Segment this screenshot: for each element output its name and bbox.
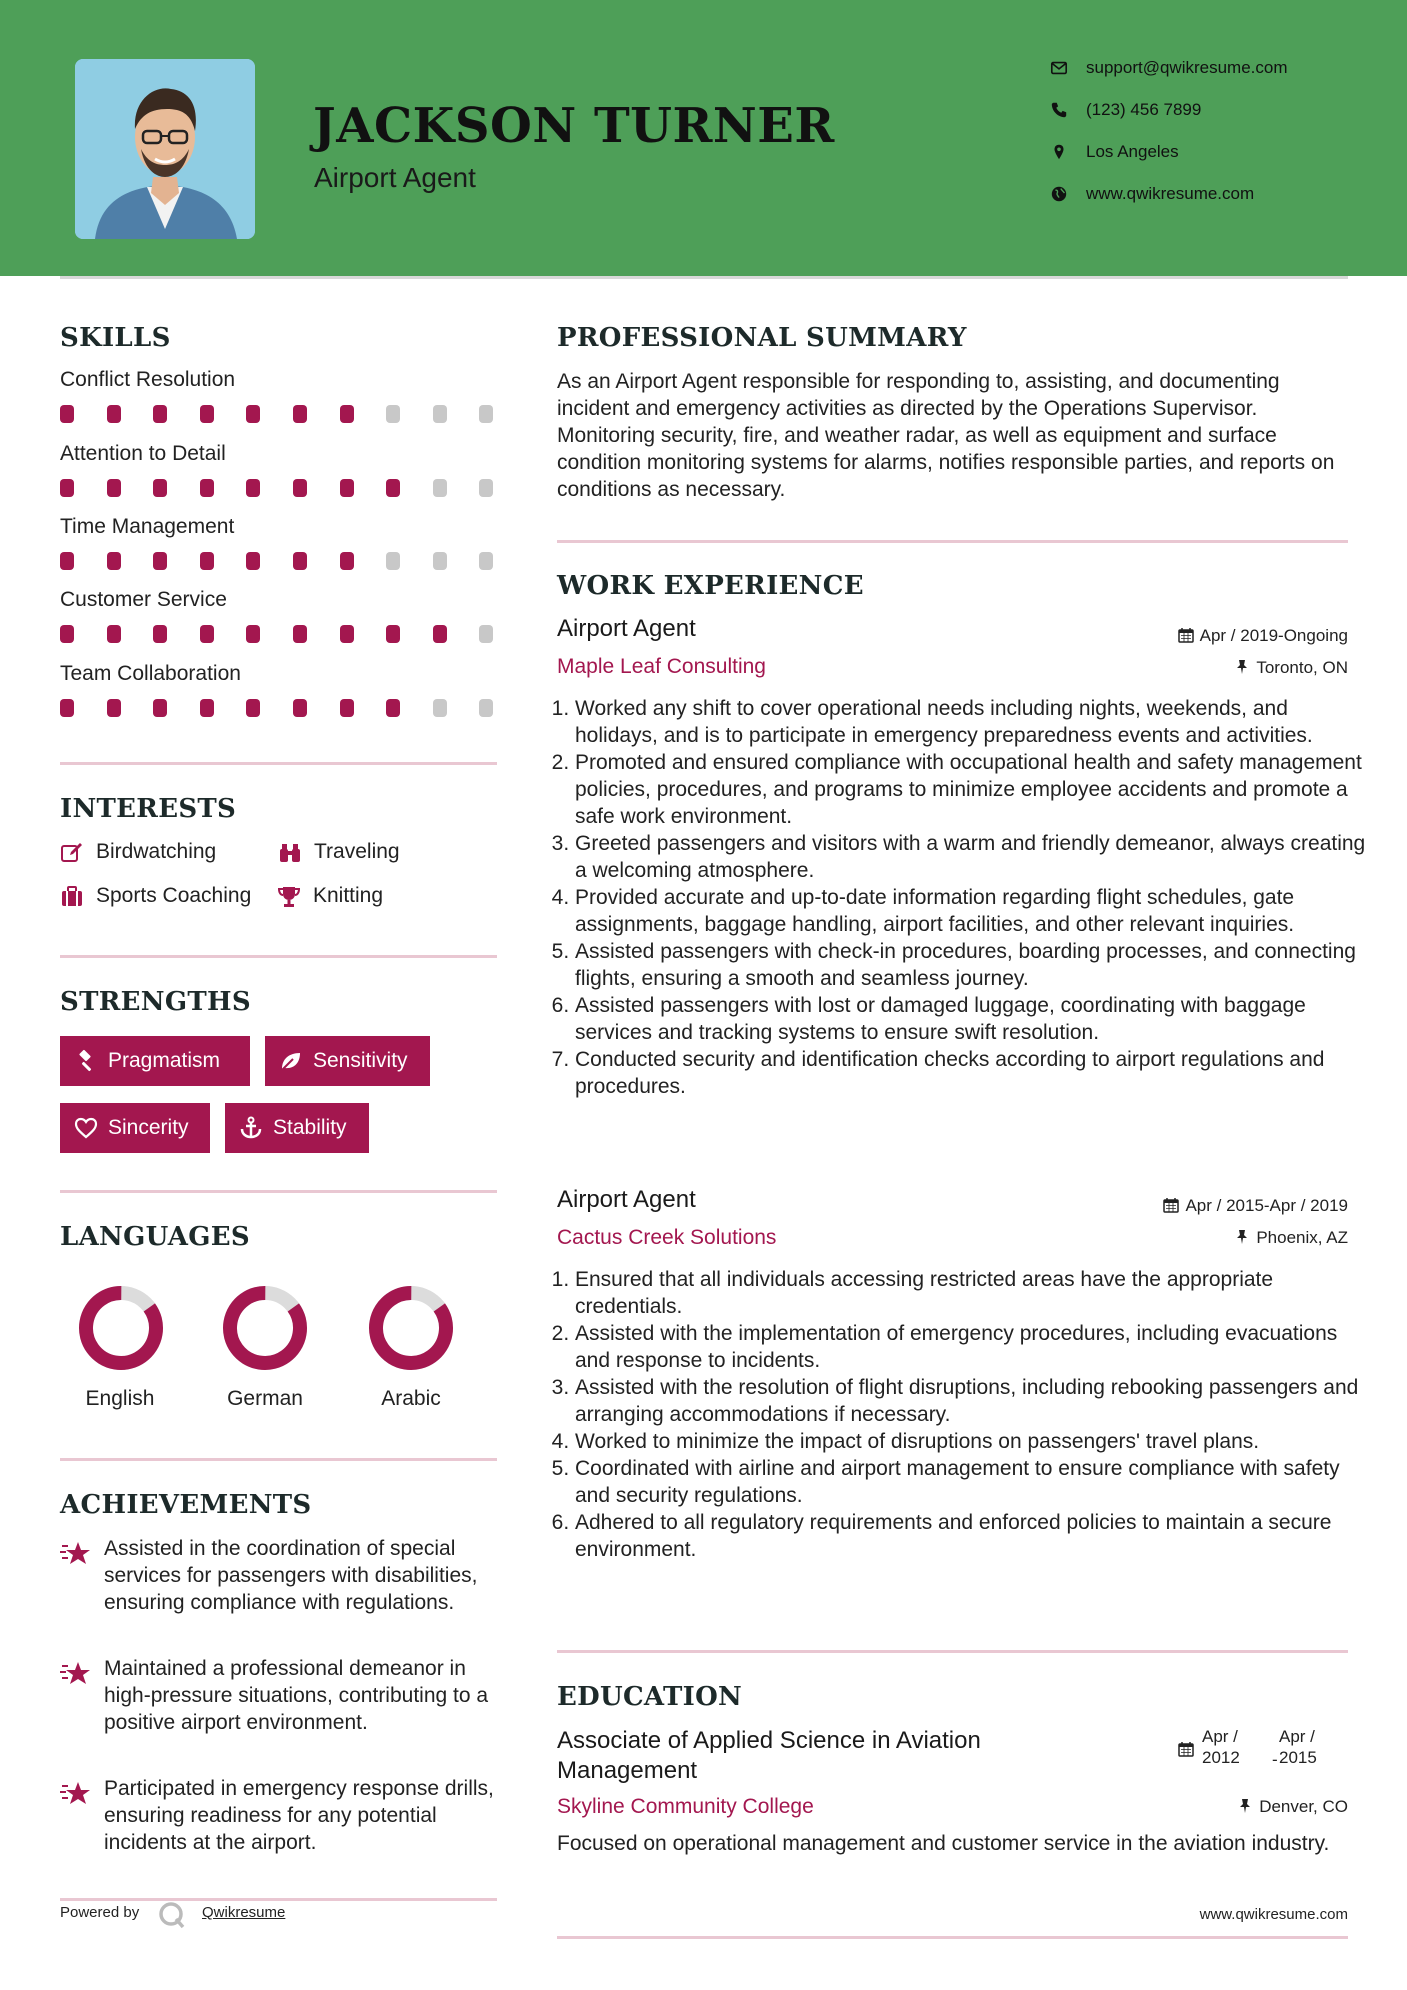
skill-label: Customer Service bbox=[60, 588, 227, 611]
skill-dot-filled bbox=[293, 405, 307, 423]
interest-label: Sports Coaching bbox=[96, 884, 252, 907]
skills-title: SKILLS bbox=[60, 323, 171, 353]
skill-dot-filled bbox=[153, 699, 167, 717]
section-divider bbox=[60, 762, 497, 765]
skill-dot-filled bbox=[340, 405, 354, 423]
job-bullet: 4. Worked to minimize the impact of disruptions on passengers' travel plans. bbox=[575, 1428, 1375, 1455]
calendar-icon bbox=[1163, 1197, 1179, 1213]
education-location-text: Denver, CO bbox=[1259, 1797, 1348, 1816]
work-title: WORK EXPERIENCE bbox=[557, 571, 864, 601]
skill-dot-empty bbox=[479, 625, 493, 643]
skill-dot-filled bbox=[340, 625, 354, 643]
envelope-icon bbox=[1050, 59, 1070, 79]
skill-dot-empty bbox=[479, 405, 493, 423]
section-divider bbox=[557, 1936, 1348, 1939]
strength-tag bbox=[60, 1103, 210, 1153]
phone-icon bbox=[1050, 101, 1070, 121]
star-badge-icon bbox=[58, 1540, 92, 1568]
job-dates-text: Apr / 2015-Apr / 2019 bbox=[1185, 1196, 1348, 1215]
candidate-name: JACKSON TURNER bbox=[313, 98, 835, 154]
job-dates bbox=[1178, 626, 1348, 646]
job-bullet: 4. Provided accurate and up-to-date information regarding flight schedules, gate assignments, baggage handling, airport facilities, and other relevant inquiries. bbox=[575, 884, 1375, 938]
skill-dot-filled bbox=[200, 699, 214, 717]
skill-dot-filled bbox=[386, 625, 400, 643]
binoculars-icon bbox=[278, 841, 302, 865]
summary-title: PROFESSIONAL SUMMARY bbox=[557, 323, 967, 353]
contact-website[interactable] bbox=[1050, 184, 1254, 205]
language-label: German bbox=[227, 1387, 303, 1410]
gavel-icon bbox=[74, 1049, 98, 1073]
skill-dot-empty bbox=[479, 699, 493, 717]
skill-label: Attention to Detail bbox=[60, 442, 226, 465]
contact-location-text: Los Angeles bbox=[1086, 142, 1179, 161]
skill-dot-filled bbox=[107, 625, 121, 643]
skill-dot-filled bbox=[153, 552, 167, 570]
job-bullet: 2. Promoted and ensured compliance with occupational health and safety management policies, procedures, and programs to minimize employee accidents and promote a safe work environment. bbox=[575, 749, 1375, 830]
skill-dot-filled bbox=[107, 479, 121, 497]
education-school: Skyline Community College bbox=[557, 1795, 814, 1818]
education-degree-line2: Management bbox=[557, 1757, 698, 1784]
star-badge-icon bbox=[58, 1780, 92, 1808]
contact-phone bbox=[1050, 100, 1201, 121]
skill-rating bbox=[60, 699, 500, 717]
language-ring bbox=[366, 1283, 456, 1373]
education-start-date bbox=[1202, 1726, 1240, 1768]
job-title: Airport Agent bbox=[557, 1186, 696, 1213]
job-title: Airport Agent bbox=[557, 615, 696, 642]
skill-dot-empty bbox=[479, 479, 493, 497]
skill-dot-filled bbox=[246, 699, 260, 717]
skill-dot-filled bbox=[153, 405, 167, 423]
header-banner bbox=[0, 0, 1407, 276]
summary-text: As an Airport Agent responsible for responding to, assisting, and documenting incident and emergency activities as directed by the Operations Supervisor. Monitoring security, fire, and weather radar, as well as equipment and surface condition monitoring systems for alarms, notifies responsible parties, and reports on conditions as necessary. bbox=[557, 370, 1335, 501]
education-end-month: Apr / bbox=[1279, 1727, 1315, 1746]
job-location bbox=[1234, 658, 1348, 678]
interest-label: Traveling bbox=[314, 840, 400, 863]
skill-dot-empty bbox=[386, 405, 400, 423]
job-dates bbox=[1163, 1196, 1348, 1216]
contact-email-text[interactable]: support@qwikresume.com bbox=[1086, 58, 1288, 77]
interest-item bbox=[96, 884, 251, 908]
skill-dot-filled bbox=[340, 552, 354, 570]
location-pin-icon bbox=[1050, 143, 1070, 163]
section-divider bbox=[60, 955, 497, 958]
job-company: Cactus Creek Solutions bbox=[557, 1226, 777, 1249]
skill-dot-filled bbox=[386, 479, 400, 497]
languages-title: LANGUAGES bbox=[60, 1222, 250, 1252]
language-label: Arabic bbox=[381, 1387, 441, 1410]
pencil-edit-icon bbox=[60, 841, 84, 865]
skill-dot-filled bbox=[200, 625, 214, 643]
header-divider bbox=[60, 276, 1348, 279]
language-label: English bbox=[85, 1387, 155, 1410]
strength-label: Sincerity bbox=[108, 1116, 189, 1139]
job-bullet: 5. Assisted passengers with check-in procedures, boarding processes, and connecting flights, ensuring a smooth and seamless journey. bbox=[575, 938, 1375, 992]
leaf-icon bbox=[279, 1049, 303, 1073]
contact-location bbox=[1050, 142, 1179, 163]
education-end-year: 2015 bbox=[1279, 1748, 1317, 1767]
skill-dot-filled bbox=[200, 479, 214, 497]
skill-dot-empty bbox=[433, 479, 447, 497]
skill-dot-filled bbox=[107, 552, 121, 570]
calendar-icon bbox=[1178, 1741, 1194, 1757]
qwikresume-logo-icon bbox=[157, 1900, 187, 1930]
interest-item bbox=[313, 884, 383, 908]
job-bullets bbox=[557, 1266, 1375, 1563]
skill-dot-empty bbox=[433, 405, 447, 423]
language-ring-fill bbox=[366, 1283, 456, 1373]
job-bullet: 5. Coordinated with airline and airport management to ensure compliance with safety and security regulations. bbox=[575, 1455, 1375, 1509]
skill-dot-empty bbox=[433, 552, 447, 570]
skill-dot-filled bbox=[293, 552, 307, 570]
strength-label: Pragmatism bbox=[108, 1049, 221, 1072]
profile-photo-image bbox=[75, 59, 255, 239]
strength-tag bbox=[265, 1036, 430, 1086]
heart-icon bbox=[74, 1116, 98, 1140]
thumbtack-icon bbox=[1234, 1229, 1250, 1245]
skill-rating bbox=[60, 479, 500, 497]
interest-label: Birdwatching bbox=[96, 840, 217, 863]
star-badge-icon bbox=[58, 1660, 92, 1688]
skill-dot-filled bbox=[340, 699, 354, 717]
skill-dot-filled bbox=[293, 479, 307, 497]
education-degree bbox=[557, 1726, 1117, 1786]
candidate-role: Airport Agent bbox=[314, 162, 476, 193]
job-bullet: 1. Ensured that all individuals accessing restricted areas have the appropriate credentials. bbox=[575, 1266, 1375, 1320]
education-start-month: Apr / bbox=[1202, 1727, 1238, 1746]
interests-title: INTERESTS bbox=[60, 794, 237, 824]
section-divider bbox=[557, 1650, 1348, 1653]
education-degree-line1: Associate of Applied Science in Aviation bbox=[557, 1727, 981, 1754]
skill-dot-filled bbox=[340, 479, 354, 497]
skill-dot-filled bbox=[293, 699, 307, 717]
briefcase-icon bbox=[60, 885, 84, 909]
skill-rating bbox=[60, 405, 500, 423]
contact-website-text[interactable]: www.qwikresume.com bbox=[1086, 184, 1255, 203]
achievement-text: Assisted in the coordination of special services for passengers with disabilities, ensuring compliance with regulations. bbox=[104, 1537, 478, 1614]
skill-dot-filled bbox=[200, 405, 214, 423]
skill-dot-filled bbox=[386, 699, 400, 717]
achievement-text: Participated in emergency response drills, ensuring readiness for any potential incidents at the airport. bbox=[104, 1777, 494, 1854]
education-location bbox=[1237, 1797, 1348, 1817]
job-bullet: 3. Assisted with the resolution of flight disruptions, including rebooking passengers and arranging accommodations if necessary. bbox=[575, 1374, 1375, 1428]
language-ring bbox=[220, 1283, 310, 1373]
skill-label: Conflict Resolution bbox=[60, 368, 236, 391]
strength-label: Sensitivity bbox=[313, 1049, 408, 1072]
interest-item bbox=[96, 840, 216, 864]
skill-dot-filled bbox=[246, 479, 260, 497]
achievements-title: ACHIEVEMENTS bbox=[60, 1490, 312, 1520]
strengths-title: STRENGTHS bbox=[60, 987, 251, 1017]
skill-dot-filled bbox=[246, 405, 260, 423]
skill-dot-filled bbox=[246, 552, 260, 570]
trophy-icon bbox=[277, 885, 301, 909]
section-divider bbox=[557, 540, 1348, 543]
skill-dot-filled bbox=[60, 405, 74, 423]
skill-dot-filled bbox=[246, 625, 260, 643]
skill-label: Team Collaboration bbox=[60, 662, 241, 685]
contact-email[interactable] bbox=[1050, 58, 1288, 79]
education-date-separator: - bbox=[1272, 1750, 1278, 1769]
job-bullet: 7. Conducted security and identification checks according to airport regulations and procedures. bbox=[575, 1046, 1375, 1100]
globe-icon bbox=[1050, 185, 1070, 205]
job-location-text: Phoenix, AZ bbox=[1256, 1228, 1348, 1247]
skill-dot-filled bbox=[153, 625, 167, 643]
job-bullet: 1. Worked any shift to cover operational needs including nights, weekends, and holidays, and is to participate in emergency preparedness events and activities. bbox=[575, 695, 1375, 749]
job-bullet: 2. Assisted with the implementation of emergency procedures, including evacuations and response to incidents. bbox=[575, 1320, 1375, 1374]
job-bullet: 6. Assisted passengers with lost or damaged luggage, coordinating with baggage services and tracking systems to ensure swift resolution. bbox=[575, 992, 1375, 1046]
skill-dot-filled bbox=[293, 625, 307, 643]
skill-dot-empty bbox=[479, 552, 493, 570]
section-divider bbox=[60, 1898, 497, 1901]
thumbtack-icon bbox=[1234, 659, 1250, 675]
job-company: Maple Leaf Consulting bbox=[557, 655, 766, 678]
skill-dot-empty bbox=[386, 552, 400, 570]
job-bullets bbox=[557, 695, 1375, 1100]
job-location-text: Toronto, ON bbox=[1256, 658, 1348, 677]
education-description: Focused on operational management and customer service in the aviation industry. bbox=[557, 1832, 1330, 1855]
skill-dot-filled bbox=[107, 405, 121, 423]
job-bullet: 3. Greeted passengers and visitors with a warm and friendly demeanor, always creating a welcoming atmosphere. bbox=[575, 830, 1375, 884]
language-ring bbox=[76, 1283, 166, 1373]
thumbtack-icon bbox=[1237, 1798, 1253, 1814]
job-location bbox=[1234, 1228, 1348, 1248]
interest-label: Knitting bbox=[313, 884, 384, 907]
anchor-icon bbox=[239, 1116, 263, 1140]
strength-label: Stability bbox=[273, 1116, 347, 1139]
skill-rating bbox=[60, 552, 500, 570]
skill-dot-filled bbox=[433, 625, 447, 643]
profile-photo bbox=[75, 59, 255, 239]
language-ring-fill bbox=[76, 1283, 166, 1373]
strength-tag bbox=[60, 1036, 250, 1086]
section-divider bbox=[60, 1458, 497, 1461]
skill-dot-filled bbox=[60, 699, 74, 717]
education-title: EDUCATION bbox=[557, 1682, 743, 1712]
skill-rating bbox=[60, 625, 500, 643]
skill-dot-filled bbox=[60, 479, 74, 497]
education-start-year: 2012 bbox=[1202, 1748, 1240, 1767]
job-bullet: 6. Adhered to all regulatory requirements and enforced policies to maintain a secure environment. bbox=[575, 1509, 1375, 1563]
skill-dot-filled bbox=[107, 699, 121, 717]
calendar-icon bbox=[1178, 627, 1194, 643]
skill-dot-filled bbox=[60, 552, 74, 570]
education-end-date bbox=[1279, 1726, 1317, 1768]
qwikresume-link[interactable]: Qwikresume bbox=[202, 1904, 286, 1921]
skill-dot-filled bbox=[200, 552, 214, 570]
interest-item bbox=[314, 840, 400, 864]
skill-dot-filled bbox=[60, 625, 74, 643]
job-dates-text: Apr / 2019-Ongoing bbox=[1199, 626, 1348, 645]
skill-dot-filled bbox=[153, 479, 167, 497]
strength-tag bbox=[225, 1103, 369, 1153]
achievement-text: Maintained a professional demeanor in high-pressure situations, contributing to a positive airport environment. bbox=[104, 1657, 489, 1734]
skill-label: Time Management bbox=[60, 515, 235, 538]
powered-by-label: Powered by bbox=[60, 1904, 140, 1921]
language-ring-fill bbox=[220, 1283, 310, 1373]
section-divider bbox=[60, 1190, 497, 1193]
footer-website[interactable]: www.qwikresume.com bbox=[1199, 1906, 1348, 1923]
skill-dot-empty bbox=[433, 699, 447, 717]
contact-phone-text: (123) 456 7899 bbox=[1086, 100, 1202, 119]
